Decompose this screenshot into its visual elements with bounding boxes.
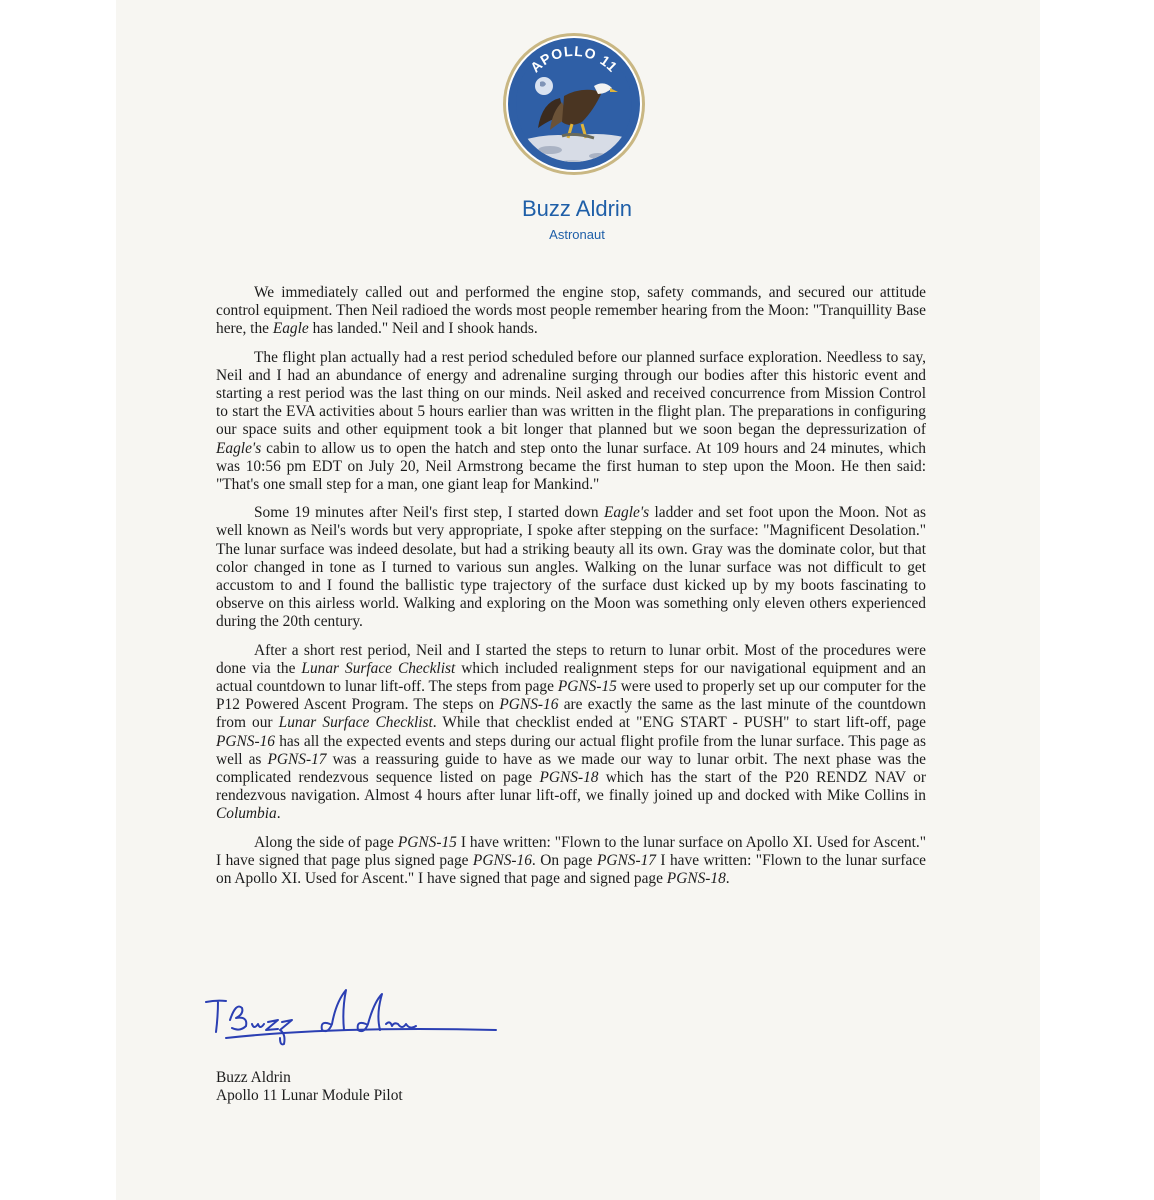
letter-body: [216, 284, 926, 898]
text-run: ladder and set foot upon the Moon. Not as well known as Neil's words but very appropriate, I spoke after stepping on the surface: "Magnificent Desolation." The lunar surface was indeed desolate, but had a striking beauty all its own. Gray was the dominate color, but that color changed in tone as I turned to various sun angles. Walking on the lunar surface was not difficult to get accustom to and I found the ballistic type trajectory of the surface dust kicked up by my boots fascinating to observe on this airless world. Walking and exploring on the Moon was something only eleven others experienced during the 20th century.: [216, 504, 926, 631]
text-run: The flight plan actually had a rest period scheduled before our planned surface exploration. Needless to say, Neil and I had an abundance of energy and adrenaline surging through our bodies after this historic event and starting a rest period was the last thing on our minds. Neil asked and received concurrence from Mission Control to start the EVA activities about 5 hours earlier than was written in the flight plan. The preparations in configuring our space suits and other equipment took a bit longer that planned but we soon began the depressurization of: [216, 348, 926, 439]
text-run: . On page: [531, 851, 597, 869]
paragraph: [216, 642, 926, 824]
text-run: which included realignment steps for our navigational equipment and an actual countdown to lunar lift-off. The steps from page: [216, 659, 926, 696]
signer-title: Apollo 11 Lunar Module Pilot: [216, 1087, 403, 1104]
paragraph: [216, 504, 926, 631]
text-run: has landed." Neil and I shook hands.: [308, 320, 538, 338]
italic-text: PGNS-18: [539, 769, 599, 787]
text-run: Along the side of page: [254, 833, 398, 851]
italic-text: Lunar Surface Checklist: [301, 659, 456, 677]
italic-text: PGNS-16: [499, 696, 559, 714]
italic-text: PGNS-15: [397, 833, 457, 851]
italic-text: Eagle: [272, 320, 309, 338]
header-name: Buzz Aldrin: [521, 196, 633, 221]
italic-text: Lunar Surface Checklist: [278, 714, 433, 732]
signer-name: Buzz Aldrin: [216, 1069, 291, 1086]
italic-text: PGNS-16: [216, 732, 275, 750]
text-run: After a short rest period, Neil and I started the steps to return to lunar orbit. Most of the procedures were done via the: [216, 641, 926, 677]
text-run: has all the expected events and steps during our actual flight profile from the lunar surface. This page as well as: [216, 732, 926, 768]
paragraph: [216, 349, 926, 495]
italic-text: PGNS-18: [666, 870, 726, 888]
text-run: are exactly the same as the last minute of the countdown from our: [216, 696, 927, 732]
apollo-11-patch-icon: [502, 32, 646, 176]
header-role: Astronaut: [549, 227, 605, 242]
handwritten-signature: [196, 980, 516, 1050]
text-run: was a reassuring guide to have as we made our way to lunar orbit. The next phase was the complicated rendezvous sequence listed on page: [216, 750, 927, 787]
emblem-text: APOLLO 11: [526, 42, 622, 76]
text-run: Some 19 minutes after Neil's first step, I started down: [254, 504, 604, 522]
paragraph: [216, 284, 926, 339]
text-run: .: [725, 870, 730, 888]
italic-text: Columbia: [216, 805, 277, 823]
italic-text: PGNS-17: [267, 750, 327, 768]
paragraph: [216, 834, 926, 889]
text-run: .: [276, 805, 281, 823]
text-run: We immediately called out and performed the engine stop, safety commands, and secured our attitude control equipment. Then Neil radioed the words most people remember hearing from the Moon: "Tranquillity Base here, the: [216, 284, 926, 338]
text-run: . While that checklist ended at "ENG START - PUSH" to start lift-off, page: [432, 714, 926, 732]
text-run: were used to properly set up our computer for the P12 Powered Ascent Program. The steps on: [216, 678, 926, 714]
italic-text: PGNS-15: [557, 678, 617, 696]
italic-text: PGNS-16: [472, 851, 532, 869]
text-run: I have written: "Flown to the lunar surface on Apollo XI. Used for Ascent." I have signed that page plus signed page: [216, 833, 927, 869]
text-run: which has the start of the P20 RENDZ NAV or rendezvous navigation. Almost 4 hours after lunar lift-off, we finally joined up and docked with Mike Collins in: [216, 769, 926, 805]
italic-text: PGNS-17: [596, 851, 656, 869]
italic-text: Eagle's: [216, 439, 262, 457]
italic-text: Eagle's: [603, 504, 650, 522]
text-run: cabin to allow us to open the hatch and step onto the lunar surface. At 109 hours and 24 minutes, which was 10:56 pm EDT on July 20, Neil Armstrong became the first human to step upon the Moon. He then said: "That's one small step for a man, one giant leap for Mankind.": [216, 439, 926, 494]
text-run: I have written: "Flown to the lunar surface on Apollo XI. Used for Ascent." I have signed that page and signed page: [216, 851, 926, 888]
